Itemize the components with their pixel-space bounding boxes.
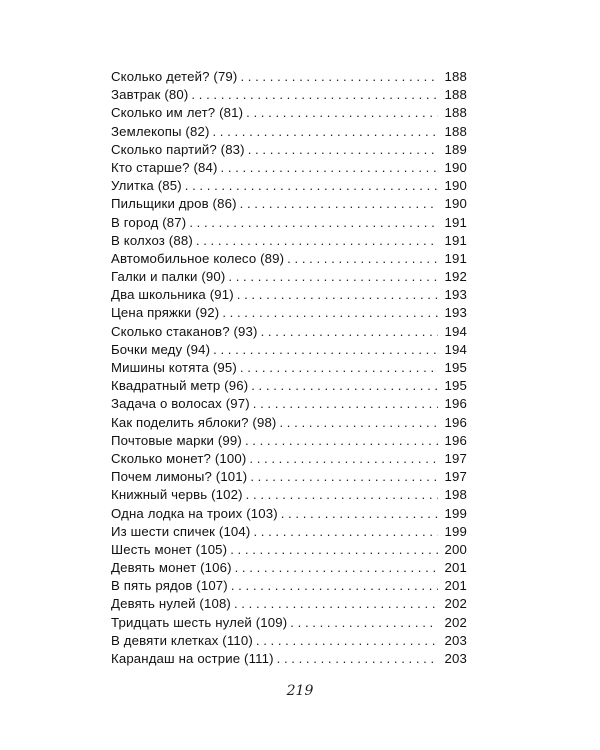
toc-entry-title: Автомобильное колесо (89) <box>111 250 285 266</box>
toc-entry-title: Из шести спичек (104) <box>111 523 251 539</box>
toc-entry <box>111 159 467 177</box>
dot-leader <box>185 177 438 195</box>
toc-entry-title: Почтовые марки (99) <box>111 432 242 448</box>
toc-entry <box>111 177 467 195</box>
dot-leader <box>189 214 438 232</box>
toc-entry <box>111 232 467 250</box>
toc-entry-page: 193 <box>444 305 467 321</box>
toc-entry <box>111 523 467 541</box>
toc-entry-title: Землекопы (82) <box>111 123 210 139</box>
toc-entry <box>111 505 467 523</box>
dot-leader <box>261 323 438 341</box>
toc-entry-title: Два школьника (91) <box>111 287 234 303</box>
toc-entry-page: 188 <box>444 105 467 121</box>
toc-entry <box>111 68 467 86</box>
toc-entry-title: Бочки меду (94) <box>111 341 211 357</box>
toc-entry-title: В город (87) <box>111 214 187 230</box>
toc-entry-page: 191 <box>444 250 467 266</box>
dot-leader <box>287 250 438 268</box>
toc-entry-title: Сколько монет? (100) <box>111 450 247 466</box>
toc-entry <box>111 104 467 122</box>
toc-entry <box>111 250 467 268</box>
dot-leader <box>237 286 438 304</box>
dot-leader <box>245 432 438 450</box>
toc-entry <box>111 650 467 668</box>
toc-entry-title: Как поделить яблоки? (98) <box>111 414 277 430</box>
toc-entry-title: В девяти клетках (110) <box>111 632 253 648</box>
toc-entry-title: Почем лимоны? (101) <box>111 469 248 485</box>
toc-entry-title: Девять монет (106) <box>111 560 232 576</box>
toc-entry-page: 196 <box>444 396 467 412</box>
toc-entry-title: Сколько детей? (79) <box>111 69 238 84</box>
dot-leader <box>221 159 439 177</box>
dot-leader <box>251 377 438 395</box>
toc-entry-page: 195 <box>444 378 467 394</box>
toc-entry-title: Задача о волосах (97) <box>111 396 250 412</box>
dot-leader <box>249 450 438 468</box>
toc-entry <box>111 214 467 232</box>
toc-entry-page: 203 <box>444 651 467 666</box>
toc-entry-title: Мишины котята (95) <box>111 360 237 375</box>
toc-entry <box>111 268 467 286</box>
toc-entry-page: 203 <box>444 632 467 648</box>
toc-entry-page: 201 <box>444 578 467 594</box>
table-of-contents <box>111 68 467 668</box>
toc-entry-page: 196 <box>444 432 467 448</box>
dot-leader <box>253 395 438 413</box>
toc-entry-page: 201 <box>444 560 467 576</box>
toc-entry <box>111 304 467 322</box>
dot-leader <box>230 541 438 559</box>
toc-entry-title: Сколько стаканов? (93) <box>111 323 258 339</box>
dot-leader <box>248 141 438 159</box>
toc-entry-page: 200 <box>444 541 467 557</box>
toc-entry-page: 197 <box>444 469 467 485</box>
toc-entry-page: 192 <box>444 269 467 285</box>
dot-leader <box>256 632 438 650</box>
toc-entry-page: 202 <box>444 596 467 612</box>
toc-entry-title: В колхоз (88) <box>111 232 193 248</box>
dot-leader <box>277 650 438 668</box>
toc-entry-page: 190 <box>444 178 467 194</box>
dot-leader <box>240 359 438 377</box>
toc-entry-page: 195 <box>444 360 467 375</box>
page-number: 219 <box>286 683 314 699</box>
toc-entry <box>111 395 467 413</box>
toc-entry-page: 190 <box>444 196 467 212</box>
dot-leader <box>213 341 438 359</box>
dot-leader <box>240 195 438 213</box>
dot-leader <box>212 123 438 141</box>
toc-entry <box>111 450 467 468</box>
toc-entry-title: Галки и палки (90) <box>111 269 226 285</box>
dot-leader <box>191 86 438 104</box>
toc-entry-page: 190 <box>444 159 467 175</box>
dot-leader <box>231 577 438 595</box>
toc-entry-title: Сколько партий? (83) <box>111 141 245 157</box>
toc-entry-page: 193 <box>444 287 467 303</box>
toc-entry <box>111 377 467 395</box>
toc-entry-page: 188 <box>444 69 467 84</box>
dot-leader <box>240 68 438 86</box>
toc-entry <box>111 286 467 304</box>
dot-leader <box>281 505 438 523</box>
toc-entry-title: Девять нулей (108) <box>111 596 231 612</box>
toc-entry-title: Завтрак (80) <box>111 87 189 103</box>
toc-entry-page: 194 <box>444 341 467 357</box>
toc-entry <box>111 486 467 504</box>
dot-leader <box>279 414 438 432</box>
toc-entry-page: 191 <box>444 214 467 230</box>
dot-leader <box>290 614 438 632</box>
dot-leader <box>222 304 438 322</box>
toc-entry <box>111 341 467 359</box>
toc-entry <box>111 414 467 432</box>
toc-entry-title: Кто старше? (84) <box>111 159 218 175</box>
toc-entry-page: 199 <box>444 523 467 539</box>
toc-entry-title: Сколько им лет? (81) <box>111 105 244 121</box>
toc-entry-title: Квадратный метр (96) <box>111 378 249 394</box>
toc-entry <box>111 432 467 450</box>
toc-entry-title: Тридцать шесть нулей (109) <box>111 614 288 630</box>
toc-entry <box>111 541 467 559</box>
toc-entry-title: Книжный червь (102) <box>111 487 243 503</box>
dot-leader <box>250 468 438 486</box>
toc-entry-page: 202 <box>444 614 467 630</box>
toc-entry <box>111 632 467 650</box>
toc-entry-title: Шесть монет (105) <box>111 541 228 557</box>
dot-leader <box>246 104 438 122</box>
toc-entry <box>111 141 467 159</box>
toc-entry <box>111 468 467 486</box>
toc-entry <box>111 614 467 632</box>
toc-entry-page: 199 <box>444 505 467 521</box>
dot-leader <box>235 559 438 577</box>
toc-entry-title: Карандаш на острие (111) <box>111 651 274 666</box>
toc-entry-page: 197 <box>444 450 467 466</box>
toc-entry <box>111 577 467 595</box>
toc-entry-page: 196 <box>444 414 467 430</box>
dot-leader <box>228 268 438 286</box>
toc-entry-page: 191 <box>444 232 467 248</box>
toc-entry-title: Одна лодка на троих (103) <box>111 505 278 521</box>
toc-entry-title: Пильщики дров (86) <box>111 196 237 212</box>
toc-entry <box>111 123 467 141</box>
toc-entry-page: 188 <box>444 123 467 139</box>
toc-entry <box>111 323 467 341</box>
toc-entry <box>111 359 467 377</box>
dot-leader <box>253 523 438 541</box>
toc-entry-page: 194 <box>444 323 467 339</box>
dot-leader <box>246 486 438 504</box>
toc-entry-page: 198 <box>444 487 467 503</box>
toc-entry <box>111 559 467 577</box>
toc-entry-title: В пять рядов (107) <box>111 578 228 594</box>
toc-entry-page: 188 <box>444 87 467 103</box>
dot-leader <box>196 232 438 250</box>
toc-entry-title: Улитка (85) <box>111 178 182 194</box>
toc-entry <box>111 595 467 613</box>
toc-entry <box>111 86 467 104</box>
toc-entry-page: 189 <box>444 141 467 157</box>
toc-entry-title: Цена пряжки (92) <box>111 305 220 321</box>
dot-leader <box>234 595 438 613</box>
toc-entry <box>111 195 467 213</box>
